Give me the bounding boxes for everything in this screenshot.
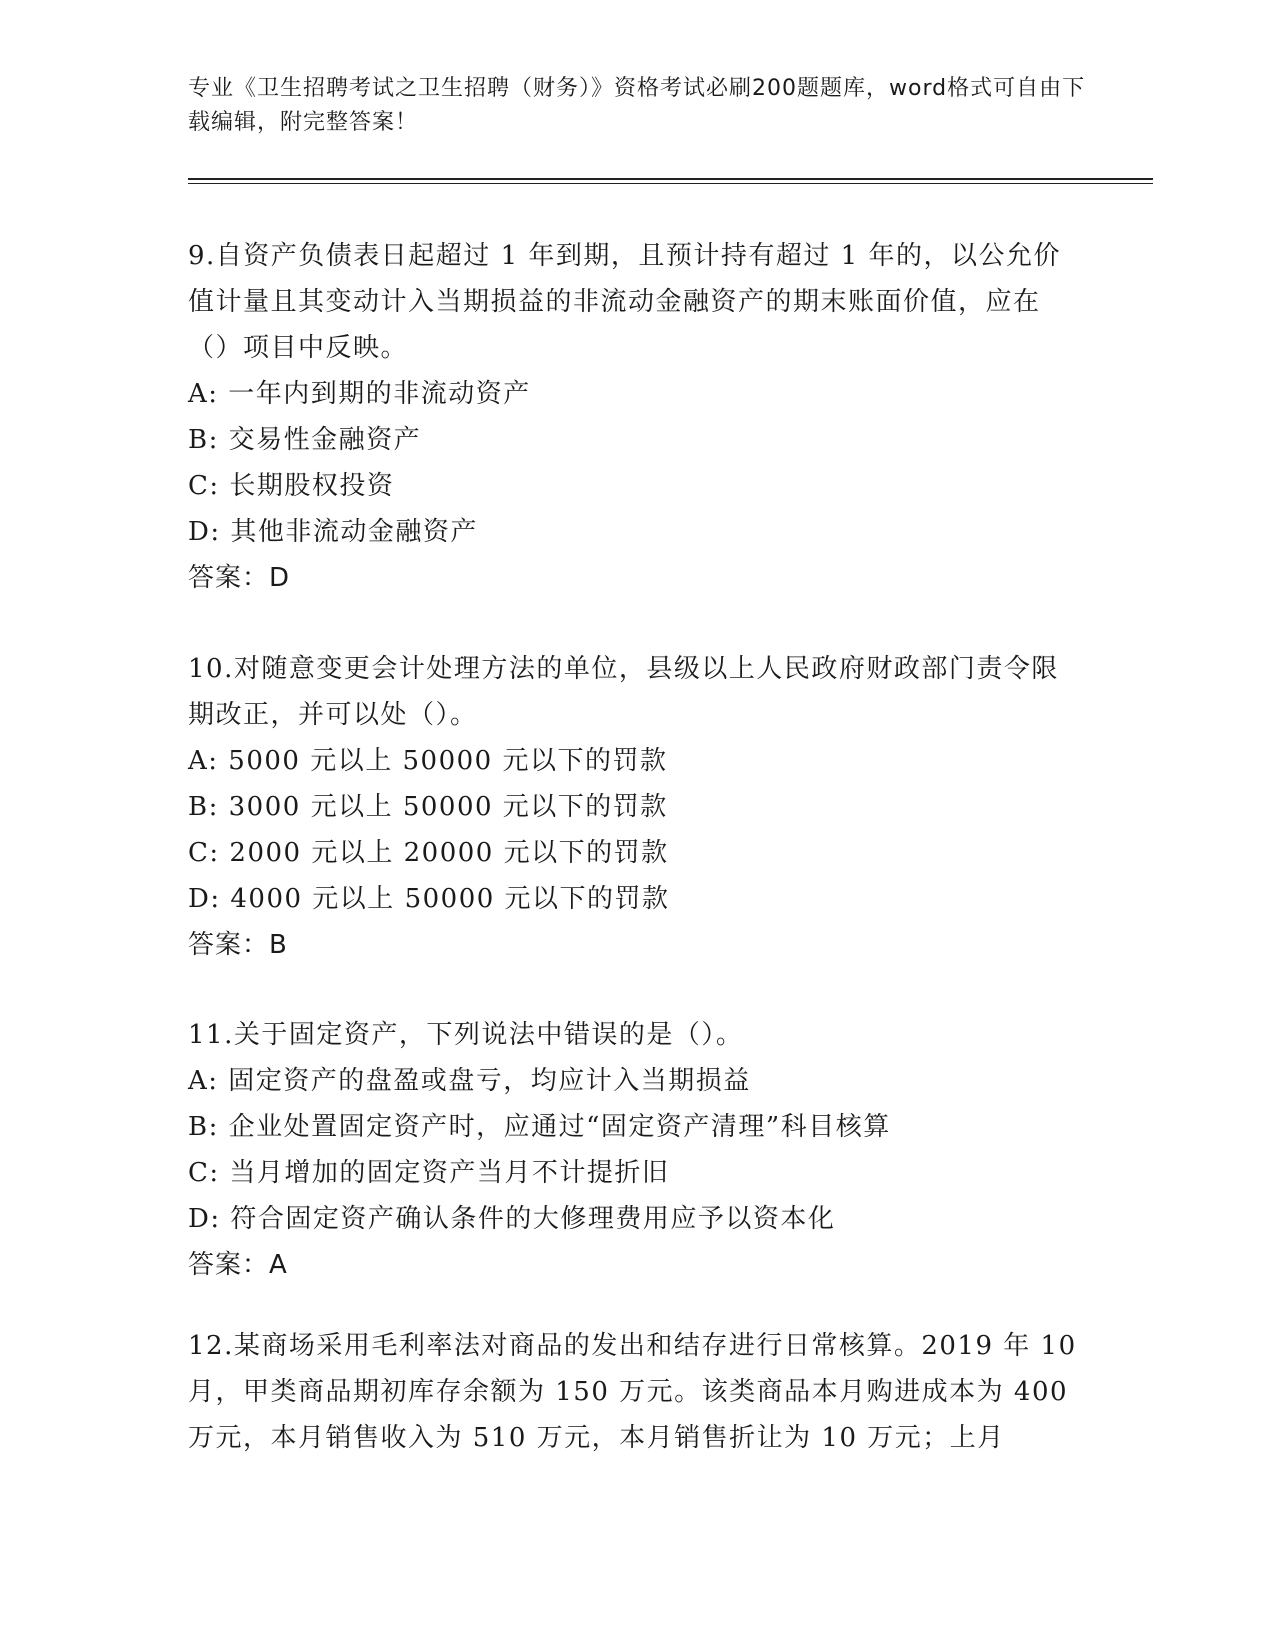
answer: 答案：B bbox=[188, 930, 288, 960]
option-b: B: 企业处置固定资产时，应通过“固定资产清理”科目核算 bbox=[188, 1112, 891, 1142]
option-a: A: 一年内到期的非流动资产 bbox=[188, 379, 531, 409]
question-11 bbox=[188, 1012, 1078, 1288]
answer: 答案：A bbox=[188, 1250, 288, 1280]
header-divider bbox=[188, 178, 1153, 180]
option-b: B: 3000 元以上 50000 元以下的罚款 bbox=[188, 792, 668, 822]
question-12 bbox=[188, 1323, 1078, 1461]
header-divider-thin bbox=[188, 183, 1153, 184]
question-9 bbox=[188, 233, 1078, 601]
document-header: 专业《卫生招聘考试之卫生招聘（财务）》资格考试必刷200题题库，word格式可自由下载编辑，附完整答案！ bbox=[188, 76, 1086, 135]
question-stem: 10.对随意变更会计处理方法的单位，县级以上人民政府财政部门责令限期改正，并可以处（）。 bbox=[188, 654, 1059, 730]
option-d: D: 4000 元以上 50000 元以下的罚款 bbox=[188, 884, 670, 914]
answer: 答案：D bbox=[188, 563, 291, 593]
option-d: D: 符合固定资产确认条件的大修理费用应予以资本化 bbox=[188, 1204, 836, 1234]
option-c: C: 2000 元以上 20000 元以下的罚款 bbox=[188, 838, 669, 868]
question-10 bbox=[188, 646, 1078, 968]
option-c: C: 当月增加的固定资产当月不计提折旧 bbox=[188, 1158, 670, 1188]
option-c: C: 长期股权投资 bbox=[188, 471, 395, 501]
option-a: A: 5000 元以上 50000 元以下的罚款 bbox=[188, 746, 668, 776]
question-stem: 12.某商场采用毛利率法对商品的发出和结存进行日常核算。2019 年 10 月，甲类商品期初库存余额为 150 万元。该类商品本月购进成本为 400 万元，本月销售收入为 510 万元，本月销售折让为 10 万元；上月 bbox=[188, 1331, 1077, 1453]
option-a: A: 固定资产的盘盈或盘亏，均应计入当期损益 bbox=[188, 1066, 751, 1096]
option-b: B: 交易性金融资产 bbox=[188, 425, 422, 455]
question-stem: 9.自资产负债表日起超过 1 年到期，且预计持有超过 1 年的，以公允价值计量且其变动计入当期损益的非流动金融资产的期末账面价值，应在（）项目中反映。 bbox=[188, 241, 1061, 363]
option-d: D: 其他非流动金融资产 bbox=[188, 517, 478, 547]
question-stem: 11.关于固定资产，下列说法中错误的是（）。 bbox=[188, 1020, 744, 1050]
